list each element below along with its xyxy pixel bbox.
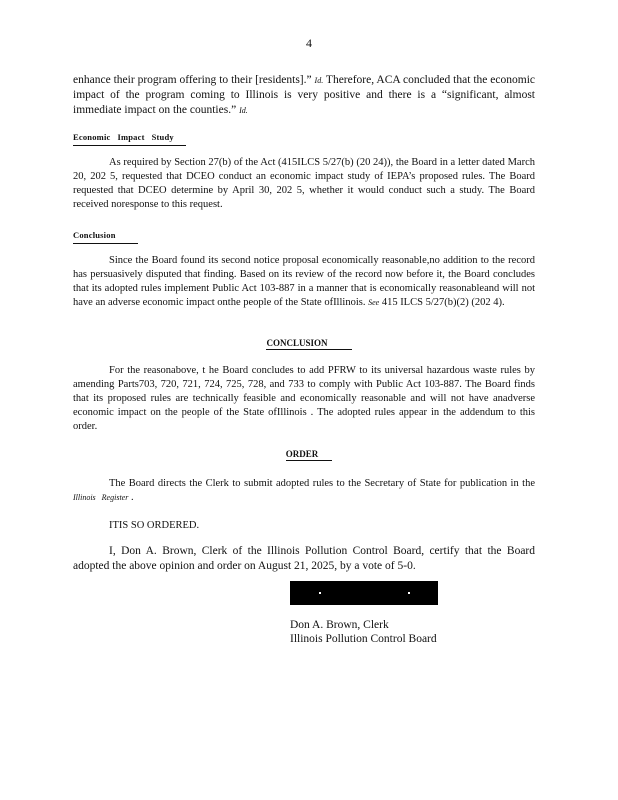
redacted-signature (290, 581, 438, 605)
paragraph-aca-impact (73, 73, 535, 118)
page-number: 4 (306, 36, 312, 50)
p3-see-cite: See (368, 298, 380, 307)
p1-text-b: Therefore, ACA concluded that the economic impact of the program coming to Illinois is very positive and there is a “significant, almost immediate impact on the counties.” (73, 74, 535, 116)
paragraph-conclusion (73, 254, 535, 310)
p3-text-a: Since the Board found its second notice proposal economically reasonable,no addition to the record has persuasively disputed that finding. Based on its review of the record now before it, the Board concludes that its adopted rules implement Public Act 103-887 in a manner that is economically reasonableand will not have an adverse economic impact onthe people of the State ofIllinois. (73, 255, 535, 308)
p5-text-a: The Board directs the Clerk to submit adopted rules to the Secretary of State for publication in the (109, 478, 535, 489)
paragraph-order (73, 477, 535, 505)
signature-organization: Illinois Pollution Control Board (290, 633, 437, 645)
p1-id-cite-2: Id. (239, 106, 248, 115)
p1-id-cite: Id. (314, 76, 324, 85)
clerk-certification: I, Don A. Brown, Clerk of the Illinois Pollution Control Board, certify that the Board adopted the above opinion and order on August 21, 2025, by a vote of 5-0. (73, 545, 535, 572)
heading-conclusion-sub: Conclusion (73, 228, 535, 244)
signature-name: Don A. Brown, Clerk (290, 619, 389, 631)
it-is-so-ordered: ITIS SO ORDERED. (109, 520, 200, 531)
heading-conclusion: CONCLUSION (0, 338, 618, 348)
heading-order: ORDER (0, 449, 618, 459)
paragraph-economic-study: As required by Section 27(b) of the Act (415ILCS 5/27(b) (20 24)), the Board in a letter dated March 20, 202 5, requested that DCEO conduct an economic impact study of IEPA’s proposed rules. The Board requested that DCEO determine by April 30, 202 5, whether it would conduct such a study. The Board received noresponse to this request. (73, 157, 535, 210)
p5-text-b: . (128, 492, 134, 503)
illinois-register-title: Illinois Register (73, 493, 129, 502)
p3-text-b: 415 ILCS 5/27(b)(2) (202 4). (379, 297, 505, 308)
p1-text-a: enhance their program offering to their [residents].” (73, 74, 315, 86)
heading-economic-impact-study: Economic Impact Study (73, 130, 535, 146)
paragraph-final-conclusion: For the reasonabove, t he Board concludes to add PFRW to its universal hazardous waste rules by amending Parts703, 720, 721, 724, 725, 728, and 733 to comply with Public Act 103-887. The Board finds that its proposed rules are technically feasible and economically reasonable and will not have anadverse economic impact on the people of the State ofIllinois . The adopted rules appear in the addendum to this order. (73, 365, 535, 432)
